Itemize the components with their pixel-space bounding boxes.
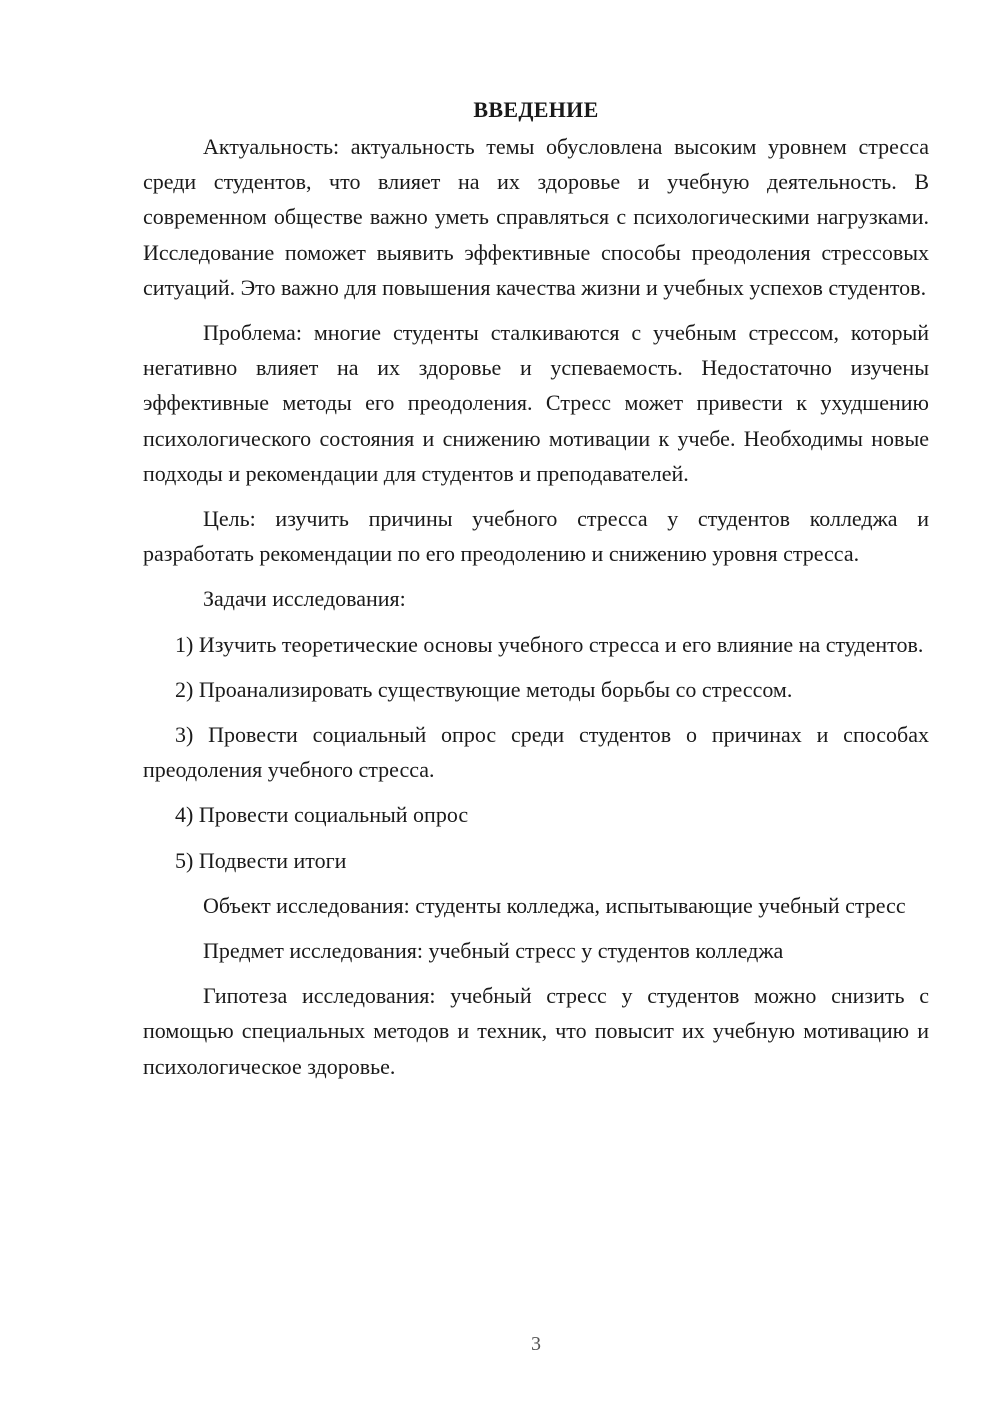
task-item-3: 3) Провести социальный опрос среди студентов о причинах и способах преодоления учебного стресса. xyxy=(143,722,929,783)
page-title: ВВЕДЕНИЕ xyxy=(473,97,599,122)
problem-paragraph: Проблема: многие студенты сталкиваются с учебным стрессом, который негативно влияет на их здоровье и успеваемость. Недостаточно изучены эффективные методы его преодоления. Стресс может привести к ухудшению психологического состояния и снижению мотивации к учебе. Необходимы новые подходы и рекомендации для студентов и преподавателей. xyxy=(143,320,929,486)
hypothesis-paragraph: Гипотеза исследования: учебный стресс у студентов можно снизить с помощью специальных методов и техник, что повысит их учебную мотивацию и психологическое здоровье. xyxy=(143,983,929,1079)
relevance-paragraph: Актуальность: актуальность темы обусловлена высоким уровнем стресса среди студентов, что влияет на их здоровье и учебную деятельность. В современном обществе важно уметь справляться с психологическими нагрузками. Исследование поможет выявить эффективные способы преодоления стрессовых ситуаций. Это важно для повышения качества жизни и учебных успехов студентов. xyxy=(143,134,929,300)
task-item-4: 4) Провести социальный опрос xyxy=(175,802,469,828)
task-item-2: 2) Проанализировать существующие методы борьбы со стрессом. xyxy=(175,676,793,702)
document-page xyxy=(143,95,929,1094)
object-paragraph: Объект исследования: студенты колледжа, испытывающие учебный стресс xyxy=(203,892,906,918)
tasks-heading: Задачи исследования: xyxy=(203,586,406,612)
task-item-5: 5) Подвести итоги xyxy=(175,847,347,873)
page-number: 3 xyxy=(531,1333,541,1355)
goal-paragraph: Цель: изучить причины учебного стресса у студентов колледжа и разработать рекомендации по его преодолению и снижению уровня стресса. xyxy=(143,506,929,567)
subject-paragraph: Предмет исследования: учебный стресс у студентов колледжа xyxy=(203,938,784,964)
task-item-1: 1) Изучить теоретические основы учебного стресса и его влияние на студентов. xyxy=(175,631,924,657)
